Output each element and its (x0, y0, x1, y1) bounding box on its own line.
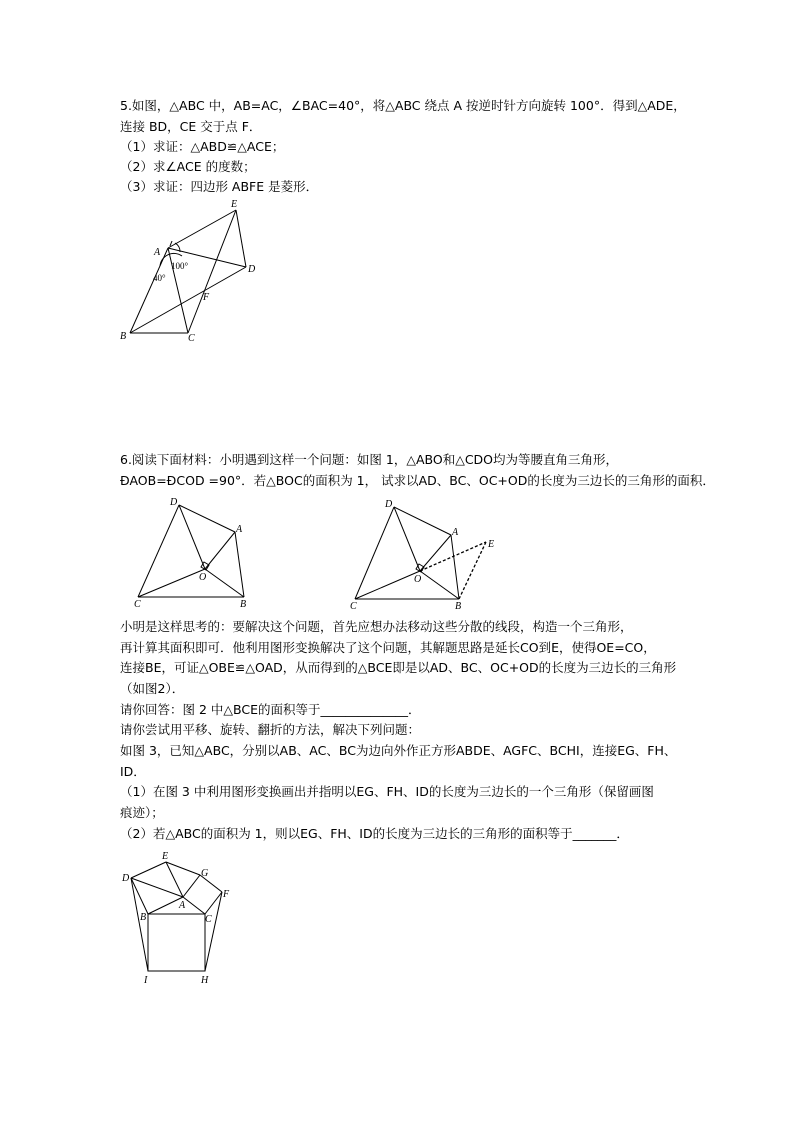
q6-line-1: 6.阅读下面材料：小明遇到这样一个问题：如图 1，△ABO和△CDO均为等腰直角三角形， (120, 452, 619, 467)
q6-fig3-segment-id (131, 878, 148, 971)
q6-fig1-label-b: B (240, 599, 247, 610)
q5-segment-ce (188, 210, 236, 333)
q6-line-2: ÐAOB=ÐCOD =90°．若△BOC的面积为 1， 试求以AD、BC、OC+OD的长度为三边长的三角形的面积． (120, 473, 715, 488)
q5-segment-ad (168, 248, 246, 267)
q6-fig3-label-f: F (223, 889, 230, 900)
q5-part-3: （3）求证：四边形 ABFE 是菱形． (120, 179, 319, 194)
q6-fig2-label-b: B (455, 601, 462, 612)
q5-label-c: C (188, 333, 195, 344)
q6-body-6: 请你尝试用平移、旋转、翻折的方法，解决下列问题： (120, 722, 421, 737)
q6-fig3-label-c: C (205, 914, 212, 925)
q6-fig1-label-d: D (170, 497, 178, 508)
q6-part-2: （2）若△ABC的面积为 1，则以EG、FH、ID的长度为三边长的三角形的面积等于_______． (120, 826, 629, 841)
q6-figure-2-dashed (420, 542, 486, 599)
q6-fig3-label-a: A (179, 900, 186, 911)
q6-fig3-label-b: B (140, 912, 147, 923)
q6-part-1: （1）在图 3 中利用图形变换画出并指明以EG、FH、ID的长度为三边长的一个三角形（保留画图 (120, 784, 654, 799)
q6-fig1-label-c: C (134, 599, 141, 610)
q5-part-1: （1）求证：△ABD≌△ACE； (120, 139, 285, 154)
q6-fig3-label-e: E (162, 851, 169, 862)
q6-fig2-label-c: C (350, 601, 357, 612)
q5-angle-40: 40° (153, 273, 166, 283)
q6-body-1: 小明是这样思考的：要解决这个问题，首先应想办法移动这些分散的线段，构造一个三角形， (120, 619, 633, 634)
q6-question-area: 请你回答：图 2 中△BCE的面积等于______________． (120, 702, 421, 717)
q6-fig3-segment-eg (166, 862, 200, 875)
q5-segment-ab (130, 248, 168, 333)
q5-segment-ed (236, 210, 246, 267)
q5-angle-100: 100° (171, 261, 189, 271)
q5-label-d: D (248, 264, 256, 275)
q6-part-1-cont: 痕迹）； (120, 805, 164, 820)
q6-fig2-label-d: D (385, 499, 393, 510)
q6-fig2-label-o: O (414, 574, 422, 585)
q6-fig3-segment-fh (205, 892, 222, 971)
q6-fig1-label-o: O (199, 572, 207, 583)
q5-label-a: A (154, 247, 161, 258)
q6-fig3-label-g: G (201, 868, 209, 879)
q6-fig3-label-h: H (201, 975, 209, 986)
q6-fig1-label-a: A (236, 524, 243, 535)
q6-body-3: 连接BE，可证△OBE≌△OAD，从而得到的△BCE即是以AD、BC、OC+OD的长度为三边长的三角形 (120, 660, 677, 675)
q6-figure-2 (355, 507, 459, 599)
q5-label-b: B (120, 331, 127, 342)
q5-label-f: F (203, 292, 210, 303)
q5-angle-arc-40 (160, 253, 182, 266)
q6-fig2-label-e: E (488, 539, 495, 550)
q6-body-2: 再计算其面积即可．他利用图形变换解决了这个问题，其解题思路是延长CO到E，使得OE=CO， (120, 640, 656, 655)
q6-body-7: 如图 3，已知△ABC，分别以AB、AC、BC为边向外作正方形ABDE、AGFC、BCHI，连接EG、FH、 (120, 743, 677, 758)
q5-part-2: （2）求∠ACE 的度数； (120, 159, 256, 174)
q5-angle-arc-100 (175, 243, 180, 252)
q6-figure-1 (138, 505, 244, 597)
q5-segment-ac (168, 248, 188, 333)
q6-fig3-label-d: D (122, 873, 130, 884)
q6-fig3-square-bchi (148, 914, 205, 971)
q5-segment-ae (168, 210, 236, 248)
q6-fig3-label-i: I (144, 975, 148, 986)
q5-label-e: E (231, 199, 238, 210)
q6-fig2-label-a: A (452, 527, 459, 538)
q5-line-2: 连接 BD，CE 交于点 F． (120, 119, 262, 134)
q6-body-4: （如图2）． (120, 681, 185, 696)
q5-line-1: 5.如图，△ABC 中，AB=AC，∠BAC=40°，将△ABC 绕点 A 按逆时针方向旋转 100°．得到△ADE， (120, 98, 686, 113)
q6-body-8: ID． (120, 764, 146, 779)
q5-segment-bd (130, 267, 246, 333)
